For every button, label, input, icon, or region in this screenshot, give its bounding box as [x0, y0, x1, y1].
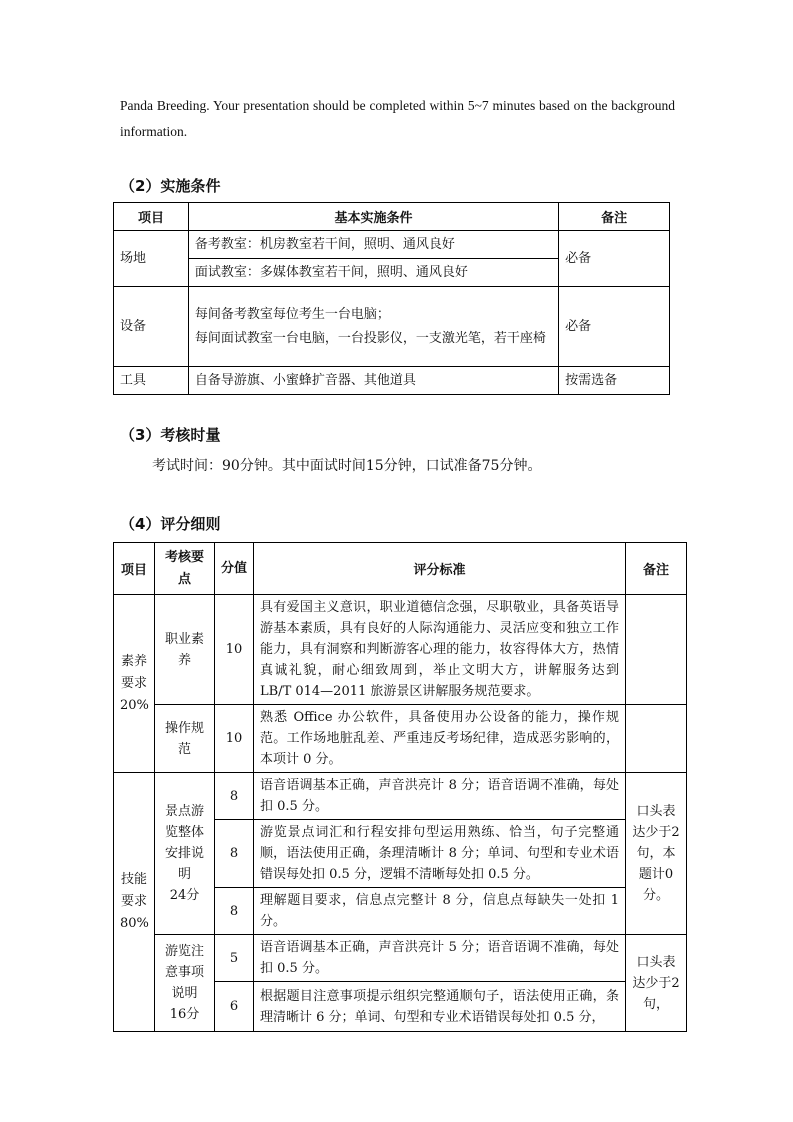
quality-category: 素养要求20% — [114, 595, 155, 773]
conditions-header-item: 项目 — [114, 203, 189, 231]
operation-score: 10 — [215, 705, 254, 773]
scoring-header-standard: 评分标准 — [254, 543, 626, 595]
scoring-header-item: 项目 — [114, 543, 155, 595]
notice-note: 口头表达少于2句， — [626, 935, 687, 1032]
equipment-line-2: 每间面试教室一台电脑，一台投影仪，一支激光笔，若干座椅 — [194, 330, 546, 346]
scenic-score-1: 8 — [215, 773, 254, 820]
site-row-1: 备考教室：机房教室若干间，照明、通风良好 — [188, 231, 558, 259]
conditions-header-basic: 基本实施条件 — [188, 203, 558, 231]
operation-standard: 熟悉 Office 办公软件，具备使用办公设备的能力，操作规范。工作场地脏乱差、严重违反考场纪律，造成恶劣影响的，本项计 0 分。 — [254, 705, 626, 773]
scoring-table — [113, 542, 687, 1032]
operation-label: 操作规范 — [155, 705, 215, 773]
notice-total: 16分 — [169, 1007, 200, 1022]
tool-text: 自备导游旗、小蜜蜂扩音器、其他道具 — [188, 367, 558, 395]
scenic-standard-2: 游览景点词汇和行程安排句型运用熟练、恰当，句子完整通顺，语法使用正确，条理清晰计 8 分；单词、句型和专业术语错误每处扣 0.5 分，逻辑不清晰每处扣 0.5 分。 — [254, 820, 626, 888]
equipment-label: 设备 — [114, 287, 189, 367]
scenic-standard-3: 理解题目要求，信息点完整计 8 分，信息点每缺失一处扣 1 分。 — [254, 888, 626, 935]
section2-heading: （2）实施条件 — [120, 177, 221, 195]
conditions-table — [113, 202, 670, 395]
professional-quality-standard: 具有爱国主义意识，职业道德信念强，尽职敬业，具备英语导游基本素质，具有良好的人际沟通能力、灵活应变和独立工作能力，具有洞察和判断游客心理的能力，妆容得体大方，热情真诚礼貌，耐心细致周到，举止文明大方，讲解服务达到 LB/T 014—2011 旅游景区讲解服务规范要求。 — [254, 595, 626, 705]
scenic-score-2: 8 — [215, 820, 254, 888]
conditions-header-note: 备注 — [559, 203, 670, 231]
notice-label — [155, 935, 215, 1032]
scoring-header-score: 分值 — [215, 543, 254, 595]
tool-label: 工具 — [114, 367, 189, 395]
section3-heading: （3）考核时量 — [120, 426, 221, 444]
site-note: 必备 — [559, 231, 670, 287]
skill-category: 技能要求80% — [114, 773, 155, 1032]
scenic-arrangement-total: 24分 — [169, 888, 200, 903]
equipment-text — [188, 287, 558, 367]
professional-quality-label: 职业素养 — [155, 595, 215, 705]
scoring-header-note: 备注 — [626, 543, 687, 595]
scenic-arrangement-label — [155, 773, 215, 935]
intro-paragraph: Panda Breeding. Your presentation should be completed within 5~7 minutes based on the background information. — [120, 98, 675, 139]
notice-name: 游览注意事项说明 — [164, 944, 204, 1001]
notice-score-1: 5 — [215, 935, 254, 982]
notice-standard-1: 语音语调基本正确，声音洪亮计 5 分；语音语调不准确，每处扣 0.5 分。 — [254, 935, 626, 982]
equipment-line-1: 每间备考教室每位考生一台电脑； — [194, 306, 390, 322]
site-row-2: 面试教室：多媒体教室若干间，照明、通风良好 — [188, 259, 558, 287]
professional-quality-note — [626, 595, 687, 705]
notice-score-2: 6 — [215, 982, 254, 1032]
exam-time-text: 考试时间：90分钟。其中面试时间15分钟，口试准备75分钟。 — [152, 458, 542, 474]
scenic-arrangement-name: 景点游览整体安排说明 — [164, 804, 204, 882]
equipment-note: 必备 — [559, 287, 670, 367]
notice-standard-2: 根据题目注意事项提示组织完整通顺句子，语法使用正确，条理清晰计 6 分；单词、句型和专业术语错误每处扣 0.5 分， — [254, 982, 626, 1032]
professional-quality-score: 10 — [215, 595, 254, 705]
scenic-score-3: 8 — [215, 888, 254, 935]
scenic-note: 口头表达少于2句，本题计0分。 — [626, 773, 687, 935]
tool-note: 按需选备 — [559, 367, 670, 395]
operation-note — [626, 705, 687, 773]
section4-heading: （4）评分细则 — [120, 515, 221, 533]
scoring-header-point: 考核要点 — [155, 543, 215, 595]
scenic-standard-1: 语音语调基本正确，声音洪亮计 8 分；语音语调不准确，每处扣 0.5 分。 — [254, 773, 626, 820]
site-label: 场地 — [114, 231, 189, 287]
